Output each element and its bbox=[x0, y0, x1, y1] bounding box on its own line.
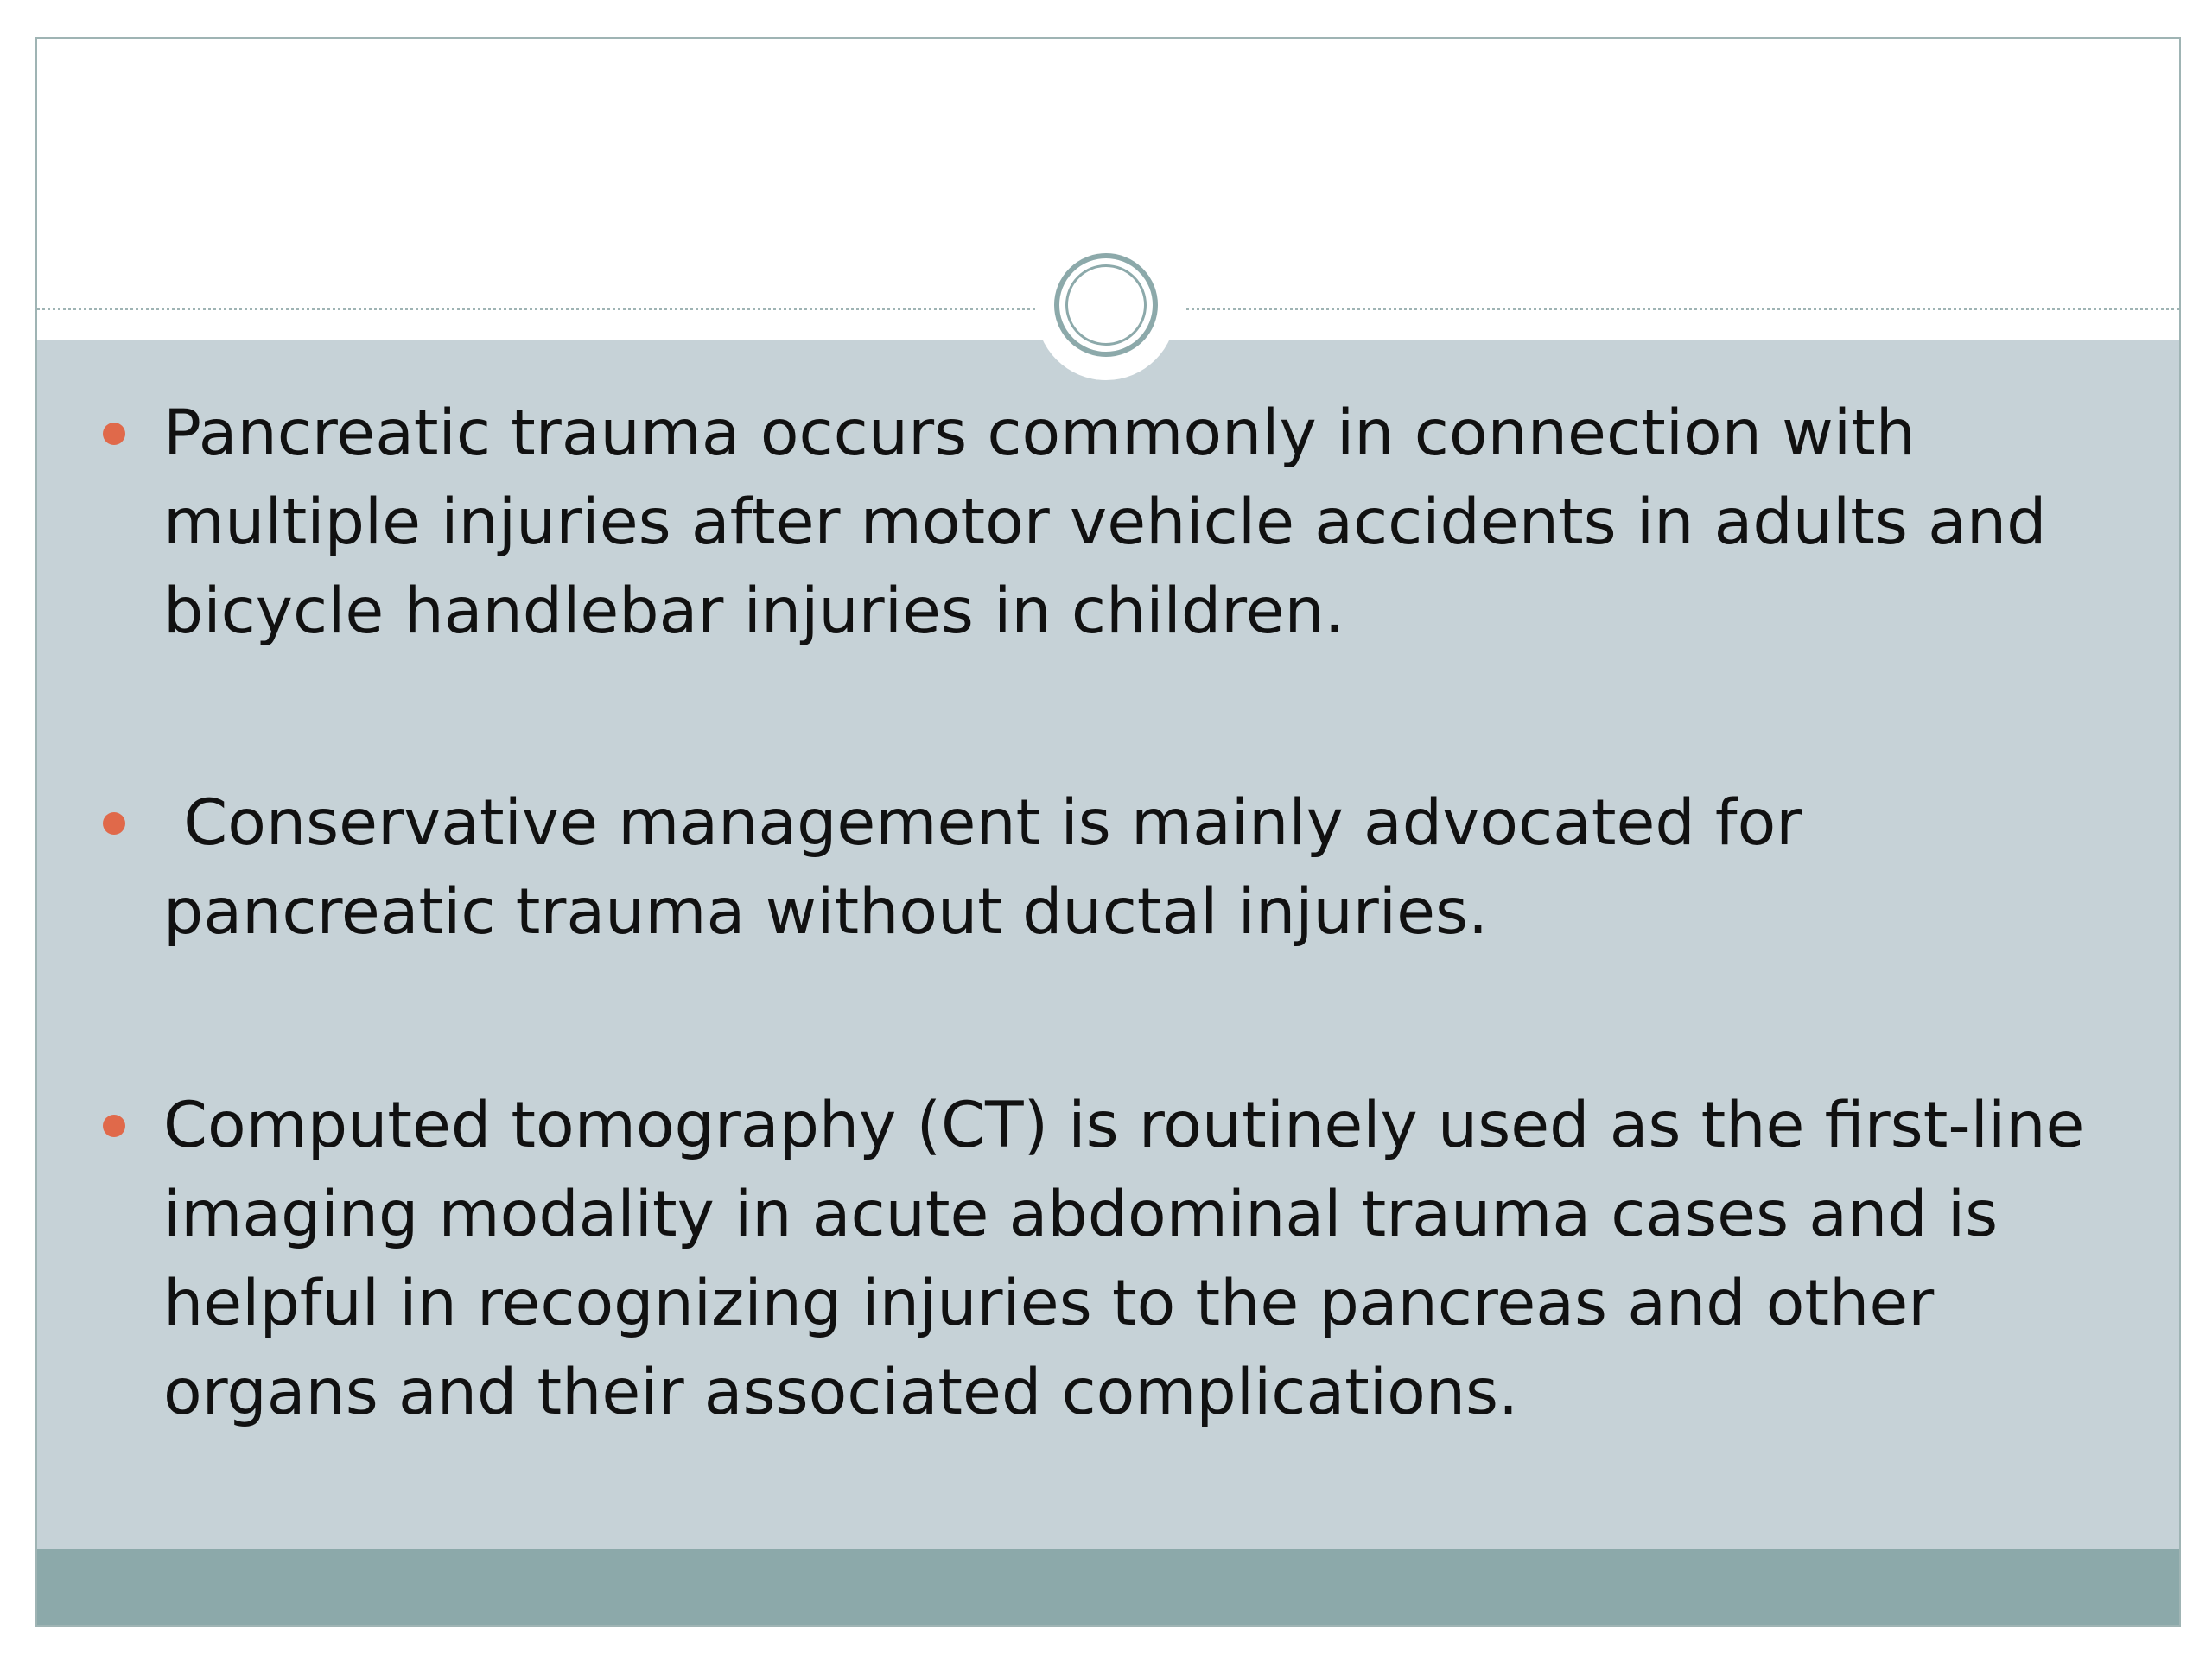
bullet-text: Pancreatic trauma occurs commonly in connection with multiple injuries after motor vehicle accidents in adults and bicycle handlebar injuries in children. bbox=[163, 397, 2067, 648]
bullet-dot-icon bbox=[103, 812, 125, 835]
bullet-text: Computed tomography (CT) is routinely used as the first-line imaging modality in acute abdominal trauma cases and is helpful in recognizing injuries to the pancreas and other organs and their associated complications. bbox=[163, 1089, 2105, 1429]
bullet-dot-icon bbox=[103, 423, 125, 445]
bullet-list bbox=[37, 39, 2179, 1625]
bullet-text: Conservative management is mainly advocated for pancreatic trauma without ductal injuries. bbox=[163, 786, 1822, 949]
bullet-dot-icon bbox=[103, 1115, 125, 1137]
slide bbox=[35, 37, 2181, 1627]
